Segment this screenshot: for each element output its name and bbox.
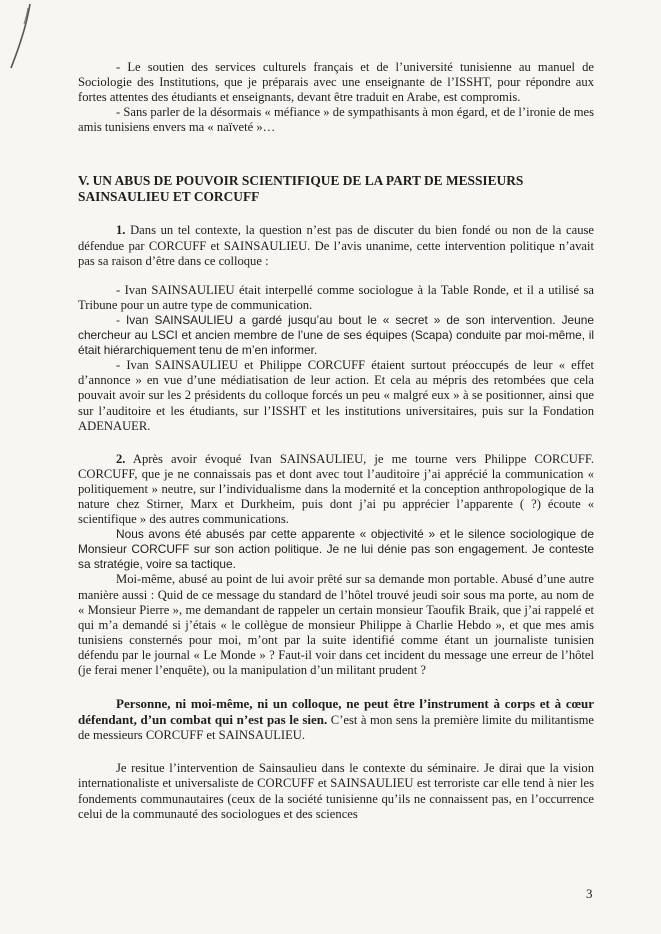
paragraph-1-text: Dans un tel contexte, la question n’est pas de discuter du bien fondé ou non de la cause défendue par CORCUFF et SAINSAULIEU. De l’avis unanime, cette intervention politique n’avait pas sa raison d’être dans ce colloque : — [78, 223, 594, 268]
bullet-1: - Ivan SAINSAULIEU était interpellé comme sociologue à la Table Ronde, et il a utilisé sa Tribune pour un autre type de communication. — [78, 282, 594, 312]
pen-scratch-mark — [8, 2, 38, 72]
paragraph-4: Moi-même, abusé au point de lui avoir prêté sur sa demande mon portable. Abusé d’une autre manière aussi : Quid de ce message du standard de l’hôtel trouvé jeudi soir sous ma porte, au nom de « Monsieur Pierre », me demandant de rappeler un certain monsieur Taoufik Braik, que j’ai rappelé et qui m’a demandé si j’étais « le collègue de monsieur Philippe à Charlie Hebdo », et que mes amis tunisiens consternés pour moi, m’ont par la suite identifié comme étant un journaliste tunisien défendu par le journal « Le Monde » ? Faut-il voir dans cet incident du message une erreur de l’hôtel (je ferai mener l’enquête), ou la manipulation d’un militant prudent ? — [78, 572, 594, 677]
bullet-3: - Ivan SAINSAULIEU et Philippe CORCUFF étaient surtout préoccupés de leur « effet d’annonce » en vue d’une médiatisation de leur action. Et cela au mépris des retombées que cela pouvait avoir sur les 2 présidents du colloque forcés un peu « malgré eux » à se positionner, ainsi que sur l’auditoire et les étudiants, sur l’ISSHT et les institutions universitaires, puis sur la Fondation ADENAUER. — [78, 358, 594, 433]
paragraph-3: Nous avons été abusés par cette apparente « objectivité » et le silence sociologique de Monsieur CORCUFF sur son action politique. Je ne lui dénie pas son engagement. Je conteste sa stratégie, voire sa tactique. — [78, 527, 594, 572]
paragraph-1 — [78, 223, 594, 268]
bullet-2: - Ivan SAINSAULIEU a gardé jusqu’au bout le « secret » de son intervention. Jeune chercheur au LSCI et ancien membre de l’une de ses équipes (Scapa) conduite par moi-même, il était hiérarchiquement tenu de m’en informer. — [78, 312, 594, 358]
section-heading: V. UN ABUS DE POUVOIR SCIENTIFIQUE DE LA PART DE MESSIEURS SAINSAULIEU ET CORCUFF — [78, 173, 524, 205]
document-body — [78, 60, 594, 822]
page-number: 3 — [586, 886, 593, 901]
paragraph-2-number: 2. — [116, 451, 126, 466]
paragraph-1-number: 1. — [116, 223, 126, 238]
paragraph-5 — [78, 696, 594, 743]
paragraph-6: Je resitue l’intervention de Sainsaulieu dans le contexte du séminaire. Je dirai que la vision internationaliste et universaliste de CORCUFF et SAINSAULIEU est terroriste car elle tend à nier les fondements communautaires (ceux de la société tunisienne qu’ils ne connaissent pas, en l’occurrence celui de la communauté des sociologues et des sciences — [78, 761, 594, 821]
intro-bullet-2: - Sans parler de la désormais « méfiance » de sympathisants à mon égard, et de l’ironie de mes amis tunisiens envers ma « naïveté »… — [78, 105, 594, 135]
paragraph-5-rest: C’est à mon sens la première limite du militantisme de messieurs CORCUFF et SAINSAULIEU. — [78, 713, 594, 743]
paragraph-5-bold: Personne, ni moi-même, ni un colloque, ne peut être l’instrument à corps et à cœur défendant, d’un combat qui n’est pas le sien. — [78, 696, 594, 728]
intro-bullet-1: - Le soutien des services culturels français et de l’université tunisienne au manuel de Sociologie des Institutions, que je préparais avec une enseignante de l’ISSHT, pour répondre aux fortes attentes des étudiants et enseignants, devant être traduit en Arabe, est compromis. — [78, 60, 594, 105]
paragraph-2 — [78, 452, 594, 527]
paragraph-2-text: Après avoir évoqué Ivan SAINSAULIEU, je me tourne vers Philippe CORCUFF. CORCUFF, que je ne connaissais pas et dont avec tout l’auditoire j’ai apprécié la communication « politiquement » neutre, sur l’individualisme dans la modernité et la conception anthropologique de la nature chez Stirner, Marx et Durkheim, puis dont j’ai pu apprécier l’apparente ( ?) écoute « scientifique » des autres communications. — [78, 451, 594, 527]
